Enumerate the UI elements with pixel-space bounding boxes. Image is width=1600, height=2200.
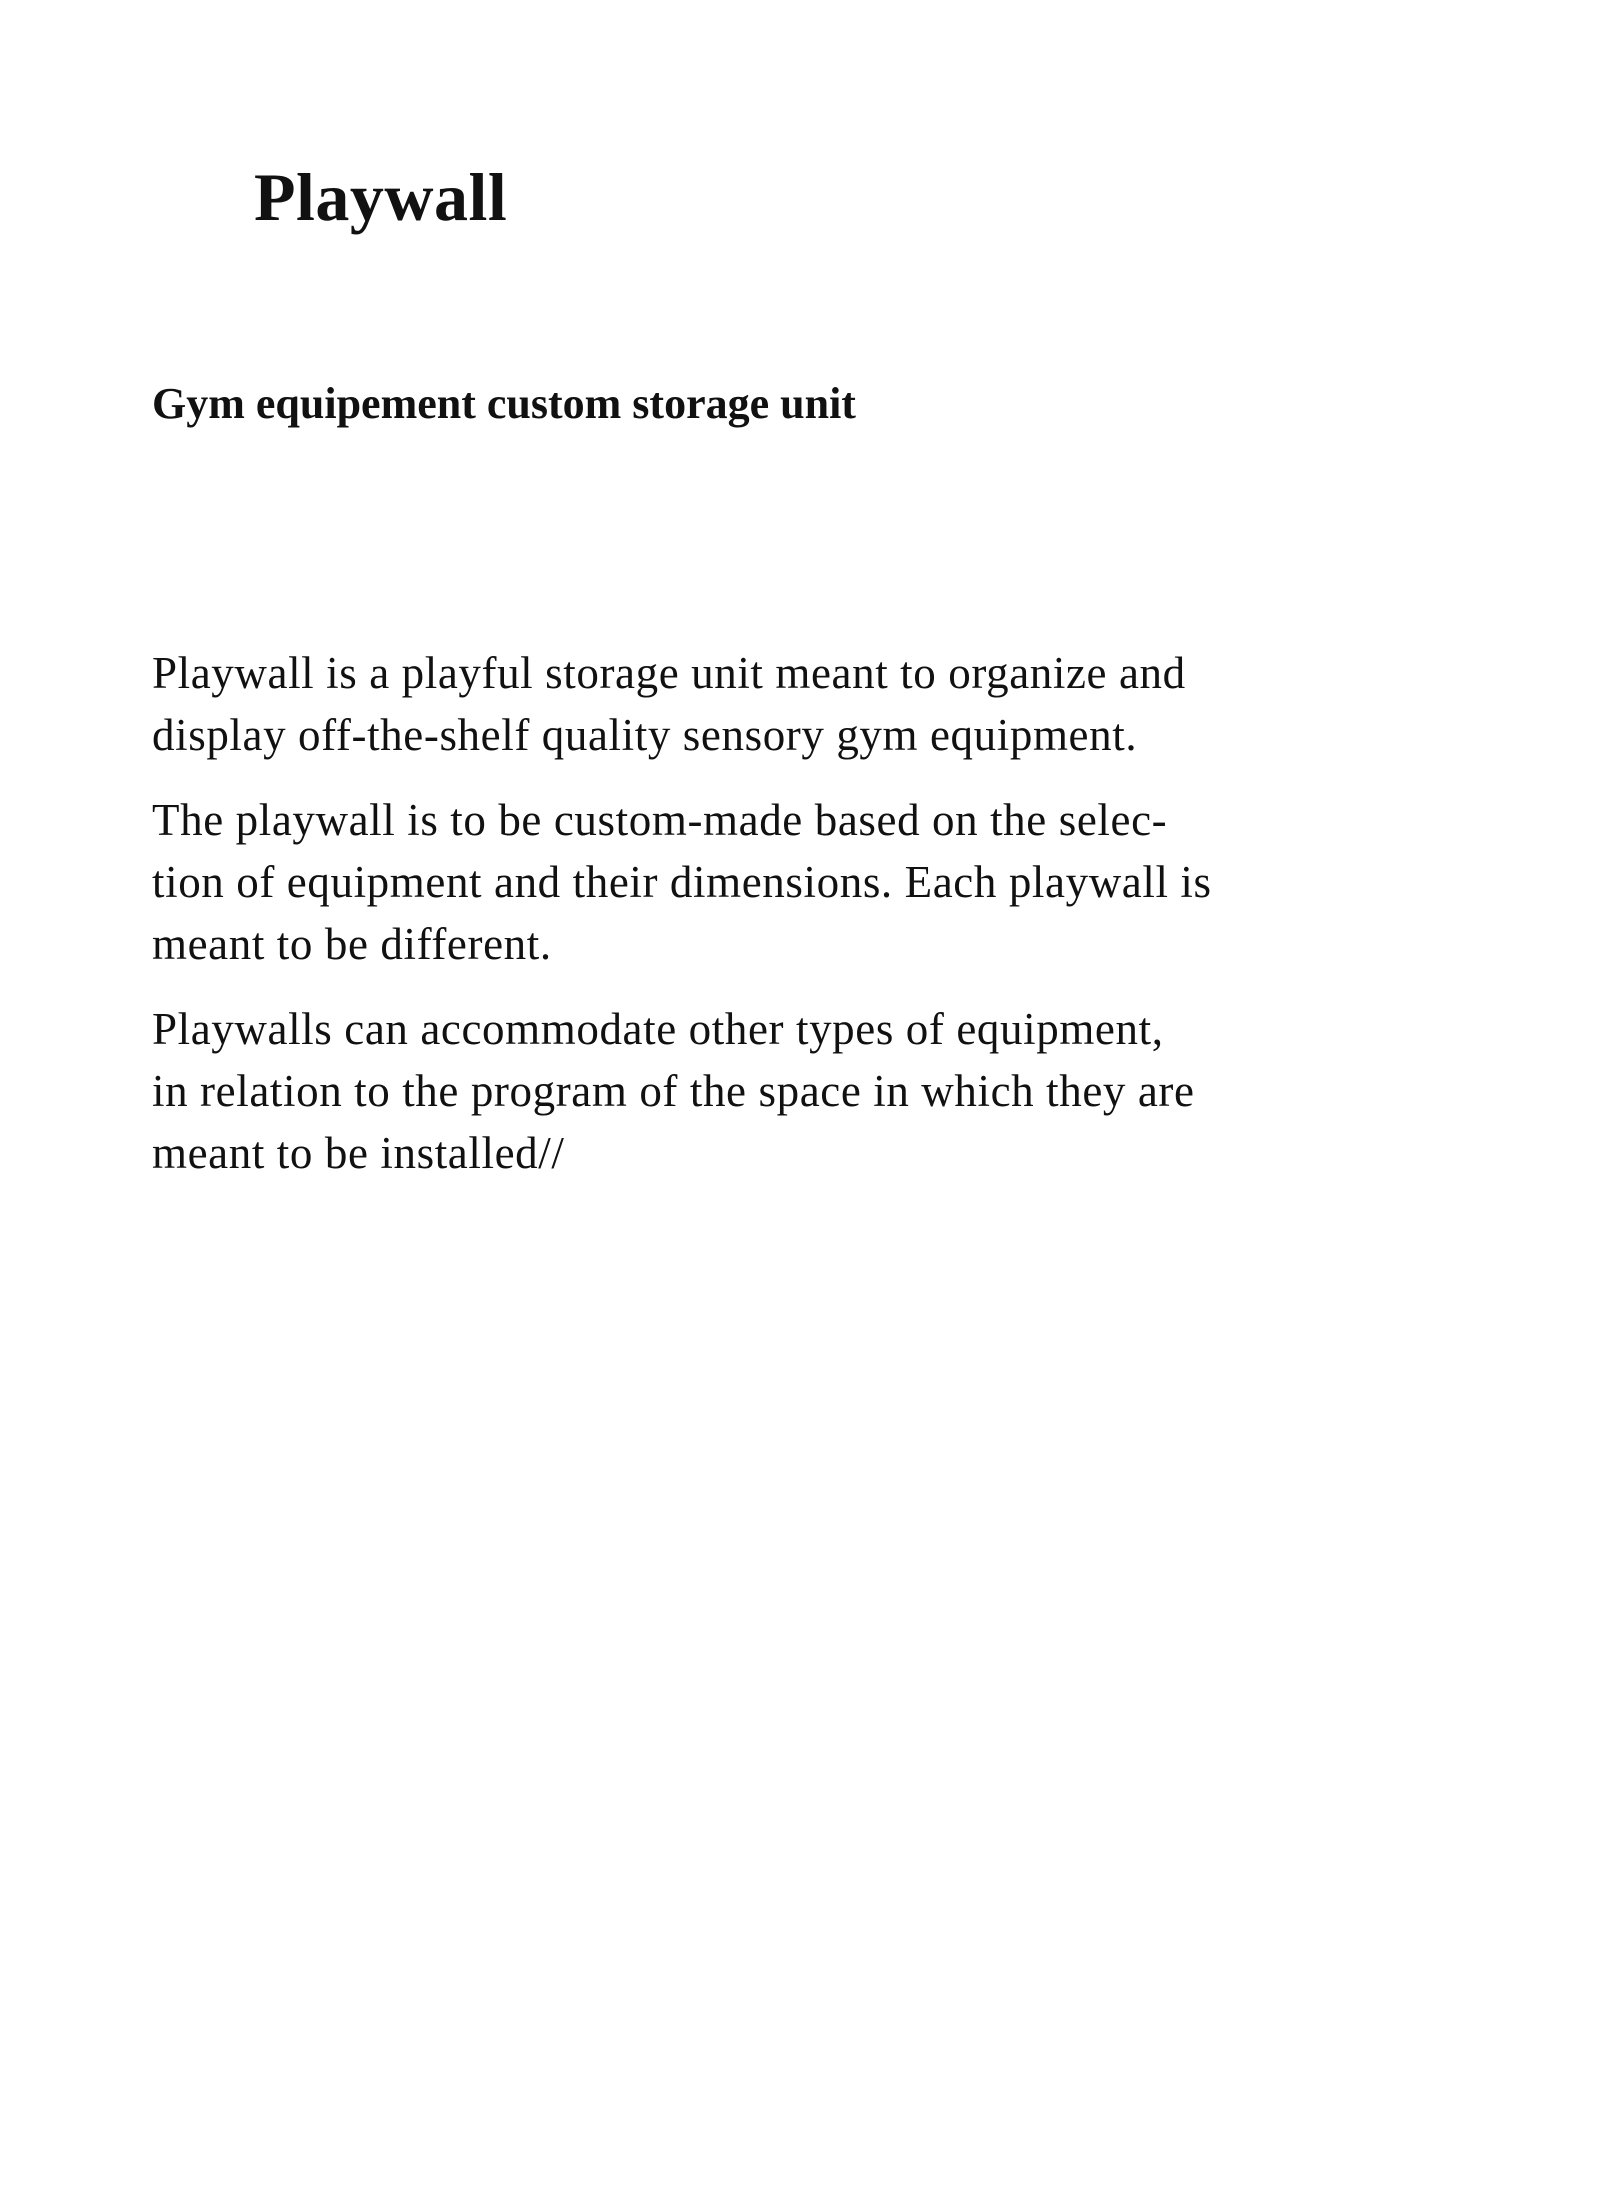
paragraph-3-line-1: Playwalls can accommodate other types of equipment, <box>152 1004 1164 1054</box>
paragraph-2 <box>152 789 1442 975</box>
paragraph-3 <box>152 998 1442 1184</box>
paragraph-2-line-1: The playwall is to be custom-made based on the selec- <box>152 795 1168 845</box>
paragraph-2-line-2: tion of equipment and their dimensions. Each playwall is <box>152 857 1212 907</box>
body-text <box>152 642 1442 1207</box>
paragraph-1-line-1: Playwall is a playful storage unit meant to organize and <box>152 648 1186 698</box>
paragraph-3-line-3: meant to be installed// <box>152 1128 565 1178</box>
paragraph-1 <box>152 642 1442 766</box>
paragraph-2-line-3: meant to be different. <box>152 919 552 969</box>
paragraph-1-line-2: display off-the-shelf quality sensory gym equipment. <box>152 710 1138 760</box>
page-subtitle: Gym equipement custom storage unit <box>152 379 856 428</box>
page-title: Playwall <box>254 159 508 235</box>
paragraph-3-line-2: in relation to the program of the space in which they are <box>152 1066 1195 1116</box>
